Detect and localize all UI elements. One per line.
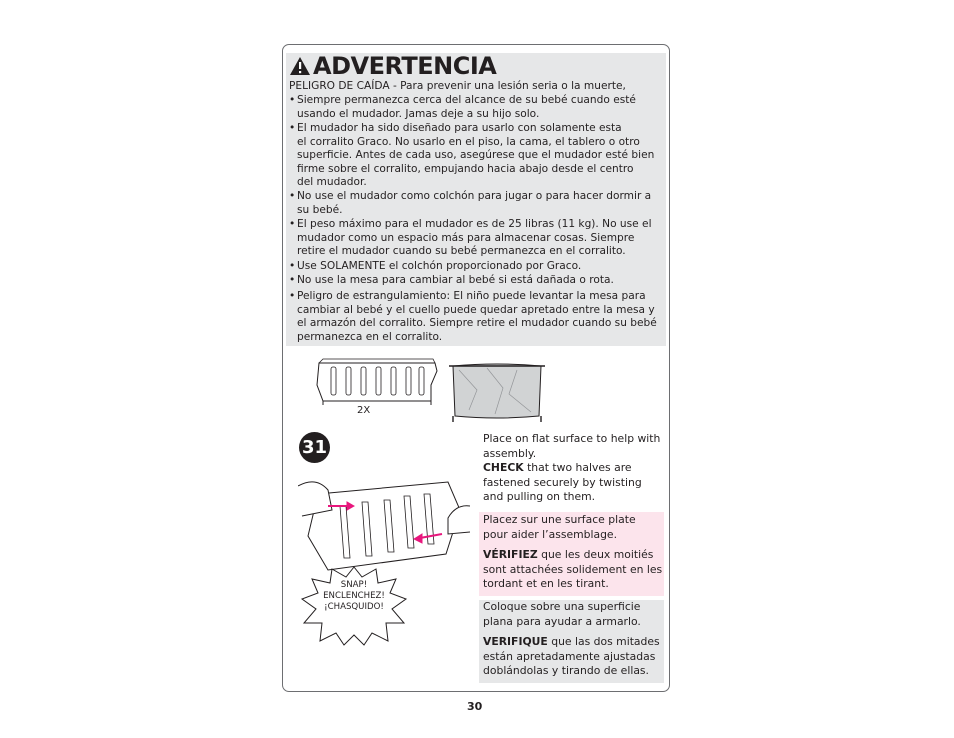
english-line1: Place on flat surface to help with assembly. <box>483 432 661 460</box>
warning-title: ADVERTENCIA <box>313 52 497 80</box>
warning-item: • Siempre permanezca cerca del alcance de su bebé cuando esté usando el mudador. Jamas deje a su hijo solo. <box>289 94 665 121</box>
step-number-badge: 31 <box>299 432 330 463</box>
warning-triangle-icon <box>289 56 311 76</box>
french-instructions <box>483 513 663 592</box>
warning-item: • El mudador ha sido diseñado para usarlo con solamente esta el corralito Graco. No usarlo en el piso, la cama, el tablero o otro superficie. Antes de cada uso, asegúrese que el mudador esté bien firme sobre el corralito, empujando hacia abajo desde el centro del mudador. <box>289 122 665 190</box>
warning-item-text: Peligro de estrangulamiento: El niño puede levantar la mesa para cambiar al bebé y el cuello puede quedar apretado entre la mesa y el armazón del corralito. Siempre retire el mudador cuando su bebé permanezca en el corralito. <box>297 290 657 343</box>
french-check-text: que les deux moitiés sont attachées solidement en les tordant et en les tirant. <box>483 548 663 590</box>
french-line1: Placez sur une surface plate pour aider l’assemblage. <box>483 513 636 541</box>
spanish-check-word: VERIFIQUE <box>483 635 548 648</box>
warning-item-text: El peso máximo para el mudador es de 25 libras (11 kg). No use el mudador como un espacio más para almacenar cosas. Siempre retire el mudador cuando su bebé permanezca en el corralito. <box>297 218 652 257</box>
spanish-instructions <box>483 600 663 679</box>
warning-item: • Peligro de estrangulamiento: El niño puede levantar la mesa para cambiar al bebé y el cuello puede quedar apretado entre la mesa y el armazón del corralito. Siempre retire el mudador cuando su bebé permanezca en el corralito. <box>289 290 665 344</box>
warning-item-text: Siempre permanezca cerca del alcance de su bebé cuando esté usando el mudador. Jamas deje a su hijo solo. <box>297 94 636 120</box>
warning-item-text: El mudador ha sido diseñado para usarlo con solamente esta el corralito Graco. No usarlo en el piso, la cama, el tablero o otro superficie. Antes de cada uso, asegúrese que el mudador esté bien firme sobre el corralito, empujando hacia abajo desde el centro del mudador. <box>297 122 655 188</box>
warning-item-text: No use la mesa para cambiar al bebé si está dañada o rota. <box>297 274 614 286</box>
warning-item: • El peso máximo para el mudador es de 25 libras (11 kg). No use el mudador como un espacio más para almacenar cosas. Siempre retire el mudador cuando su bebé permanezca en el corralito. <box>289 218 665 259</box>
quantity-label: 2X <box>357 405 371 416</box>
warning-item: • Use SOLAMENTE el colchón proporcionado por Graco. <box>289 260 665 274</box>
changer-half-illustration <box>315 357 440 407</box>
warning-heading <box>289 52 496 80</box>
warning-item-text: No use el mudador como colchón para jugar o para hacer dormir a su bebé. <box>297 190 652 216</box>
spanish-check-text: que las dos mitades están apretadamente ajustadas doblándolas y tirando de ellas. <box>483 635 660 677</box>
snap-line: ¡CHASQUIDO! <box>324 602 384 612</box>
english-check-word: CHECK <box>483 461 524 474</box>
snap-callout <box>312 580 396 613</box>
english-instructions <box>483 432 665 505</box>
playard-illustration <box>447 360 547 424</box>
spanish-line1: Coloque sobre una superficie plana para ayudar a armarlo. <box>483 600 641 628</box>
warning-item: • No use el mudador como colchón para jugar o para hacer dormir a su bebé. <box>289 190 665 217</box>
warning-item-text: Use SOLAMENTE el colchón proporcionado por Graco. <box>297 260 582 272</box>
warning-intro: PELIGRO DE CAÍDA - Para prevenir una lesión seria o la muerte, <box>289 80 626 92</box>
snap-line: SNAP! <box>340 580 368 590</box>
changer-assembly-illustration <box>298 466 470 576</box>
page-number: 30 <box>467 700 483 713</box>
english-check-text: that two halves are fastened securely by twisting and pulling on them. <box>483 461 642 503</box>
snap-line: ENCLENCHEZ! <box>323 591 385 601</box>
warning-item: • No use la mesa para cambiar al bebé si está dañada o rota. <box>289 274 665 288</box>
french-check-word: VÉRIFIEZ <box>483 548 538 561</box>
